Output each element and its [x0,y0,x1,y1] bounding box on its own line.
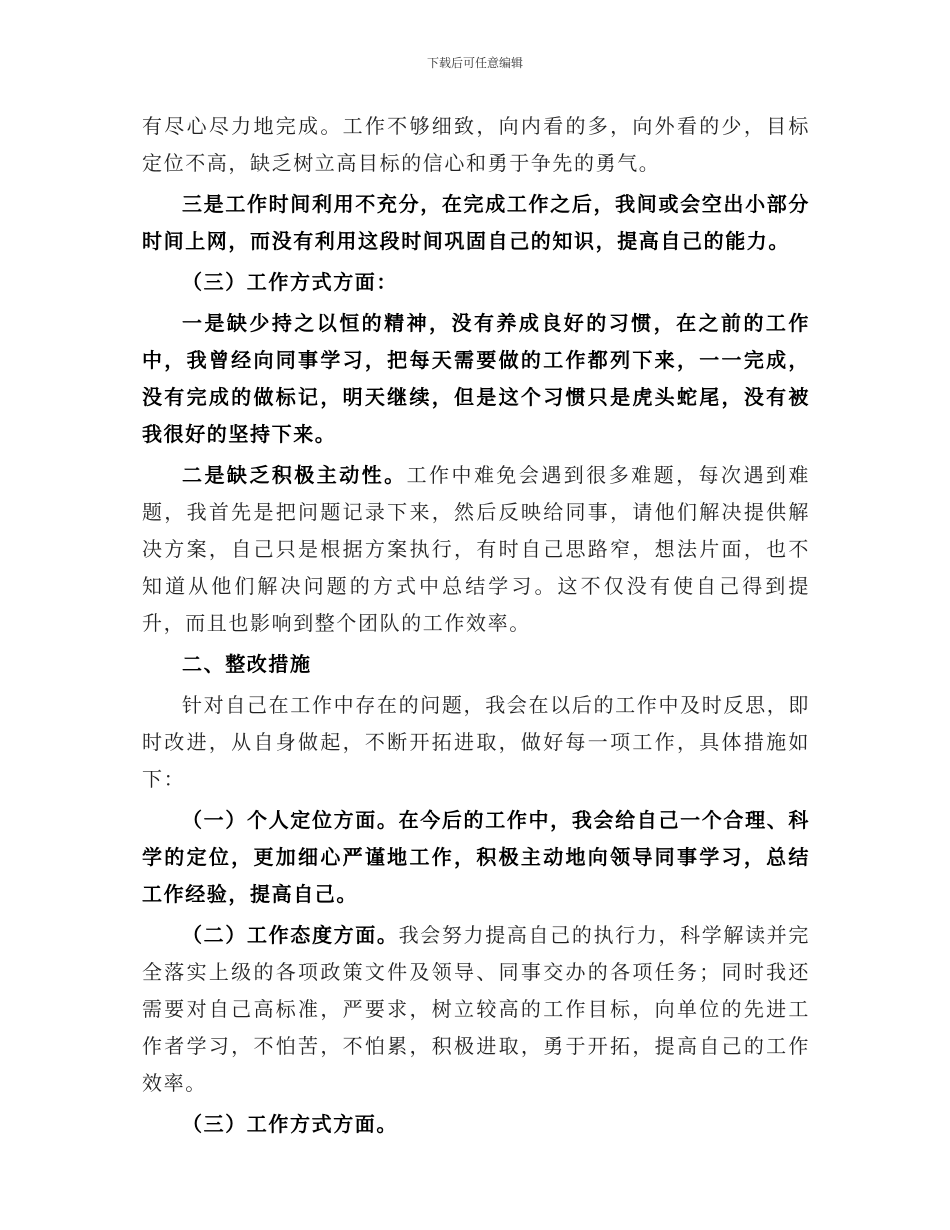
paragraph-work-attitude-lead: （二）工作态度方面。 [182,923,399,947]
page-header: 下载后可任意编辑 [426,56,523,70]
paragraph-continuation: 有尽心尽力地完成。工作不够细致，向内看的多，向外看的少，目标定位不高，缺乏树立高目标的信心和勇于争先的勇气。 [142,114,810,175]
document-body [142,108,810,1147]
paragraph-point-one: 一是缺少持之以恒的精神，没有养成良好的习惯，在之前的工作中，我曾经向同事学习，把每天需要做的工作都列下来，一一完成，没有完成的做标记，明天继续，但是这个习惯只是虎头蛇尾，没有被我很好的坚持下来。 [142,311,810,446]
paragraph-rectification-intro: 针对自己在工作中存在的问题，我会在以后的工作中及时反思，即时改进，从自身做起，不断开拓进取，做好每一项工作，具体措施如下： [142,693,810,791]
paragraph-point-two-body: 工作中难免会遇到很多难题，每次遇到难题，我首先是把问题记录下来，然后反映给同事，请他们解决提供解决方案，自己只是根据方案执行，有时自己思路窄，想法片面，也不知道从他们解决问题的方式中总结学习。这不仅没有使自己得到提升，而且也影响到整个团队的工作效率。 [142,463,810,635]
paragraph-point-two-lead: 二是缺乏积极主动性。 [182,463,407,487]
paragraph-point-three: 三是工作时间利用不充分，在完成工作之后，我间或会空出小部分时间上网，而没有利用这段时间巩固自己的知识，提高自己的能力。 [142,192,810,253]
paragraph-personal-positioning: （一）个人定位方面。在今后的工作中，我会给自己一个合理、科学的定位，更加细心严谨地工作，积极主动地向领导同事学习，总结工作经验，提高自己。 [142,808,810,906]
section-heading-work-method-measures: （三）工作方式方面。 [182,1112,398,1136]
paragraph-work-attitude-body: 我会努力提高自己的执行力，科学解读并完全落实上级的各项政策文件及领导、同事交办的各项任务；同时我还需要对自己高标准，严要求，树立较高的工作目标，向单位的先进工作者学习，不怕苦，不怕累，积极进取，勇于开拓，提高自己的工作效率。 [142,923,811,1095]
paragraph-work-attitude [142,917,810,1102]
paragraph-point-two [142,457,810,642]
section-heading-rectification: 二、整改措施 [182,652,312,676]
section-heading-work-method: （三）工作方式方面： [182,270,398,294]
